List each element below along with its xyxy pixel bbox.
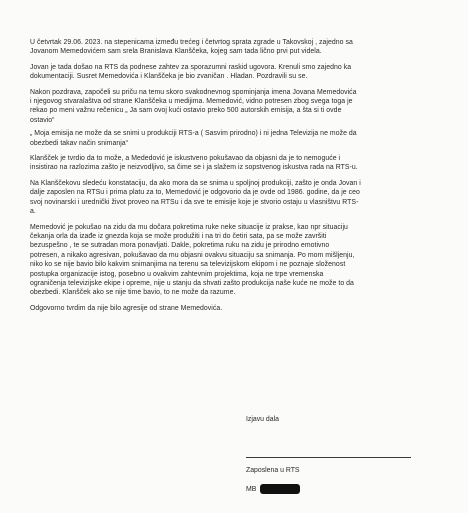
paragraph-quote: „ Moja emisija ne može da se snimi u produkciji RTS-a ( Sasvim prirodno) i ni jedna Televizija ne može da obezbedi takav način snimanja“ [30,130,357,147]
paragraph-contract-termination: Jovan je tada došao na RTS da podnese zahtev za sporazumni raskid ugovora. Krenuli smo zajedno ka dokumentaciji. Susret Memedovića i Klanščeka je bio zvaničan . Hladan. Pozdravili su se. [30,63,352,81]
paragraph-conclusion: Odgovorno tvrdim da nije bilo agresije od strane Memedovića. [30,304,223,312]
mb-label: MB [246,485,257,493]
redaction-mark [260,484,300,494]
statement-body [30,38,450,319]
paragraph-employment-question: Na Klanščekovu sledeću konstataciju, da ako mora da se snima u spoljnoj produkciji, zašto je onda Jovan i dalje zaposlen na RTSu i prima platu za to, Memedović je odgovorio da je ovde od 1986. godine, da je ceo svoj novinarski i urednički život proveo na RTSu i da sve te emisije koje je stvorio ostaju u vlasništvu RTS- a. [30,179,361,216]
paragraph-wall-explanation: Memedović je pokušao na zidu da mu dočara pokretima ruke neke situacije iz prakse, kao npr situaciju čekanja orla da izađe iz gnezda koja se može produžiti i na tri do četiri sata, pa se može završiti bezuspešno , te se sutradan mora ponavljati. Dakle, pokretima ruku na zidu je prirodno emotivno potresen, a nikako agresivan, pokušavao da mu objasni ovakvu situaciju sa snimanja. Po mom mišljenju, niko ko se nije bavio bilo kakvim snimanjima na terenu sa televizijskom ekipom i ne poznaje složenost postupka organizacije istog, posebno u ovakvim zahtevnim projektima, koja ne trpe vremenska ograničenja televizijske ekipe i opreme, nije u stanju da shvati zašto produkcija naše kuće ne može to da obezbedi. Klanšček ako se nije time bavio, to ne može da razume. [30,223,355,297]
paragraph-klanscek-claim: Klanšček je tvrdio da to može, a Medеdović je iskustveno pokušavao da objasni da je to nemoguće i insistirao na razlozima zašto je neizvodljivo, sa čime se i ja slažem iz sopstvenog iskustva rada na RTS-u. [30,155,358,172]
signature-line [246,457,411,458]
mb-row [246,483,300,495]
paragraph-meeting-date: U četvrtak 29.06. 2023. na stepenicama između trećeg i četvrtog sprata zgrade u Takovskoj , zajedno sa Jovanom Memedovićem sam srela Branislava Klanščeka, kojeg sam tada lično prvi put videla. [30,39,353,56]
statement-given-by-label: Izjavu dala [246,416,279,423]
paragraph-conversation-start: Nakon pozdrava, započeli su priču na temu skoro svakodnevnog spominjanja imena Jovana Memedovića i njegovog stvaralaštva od strane Klanščeka u medijima. Memedović, vidno potresen zbog svega toga je rekao po meni važnu rečenicu „ Ja sam ovoj kući ostavio preko 500 autorskih emisija, a šta si ti ovde ostavio“ [30,88,357,124]
employee-label: Zaposlena u RTS [246,467,300,474]
